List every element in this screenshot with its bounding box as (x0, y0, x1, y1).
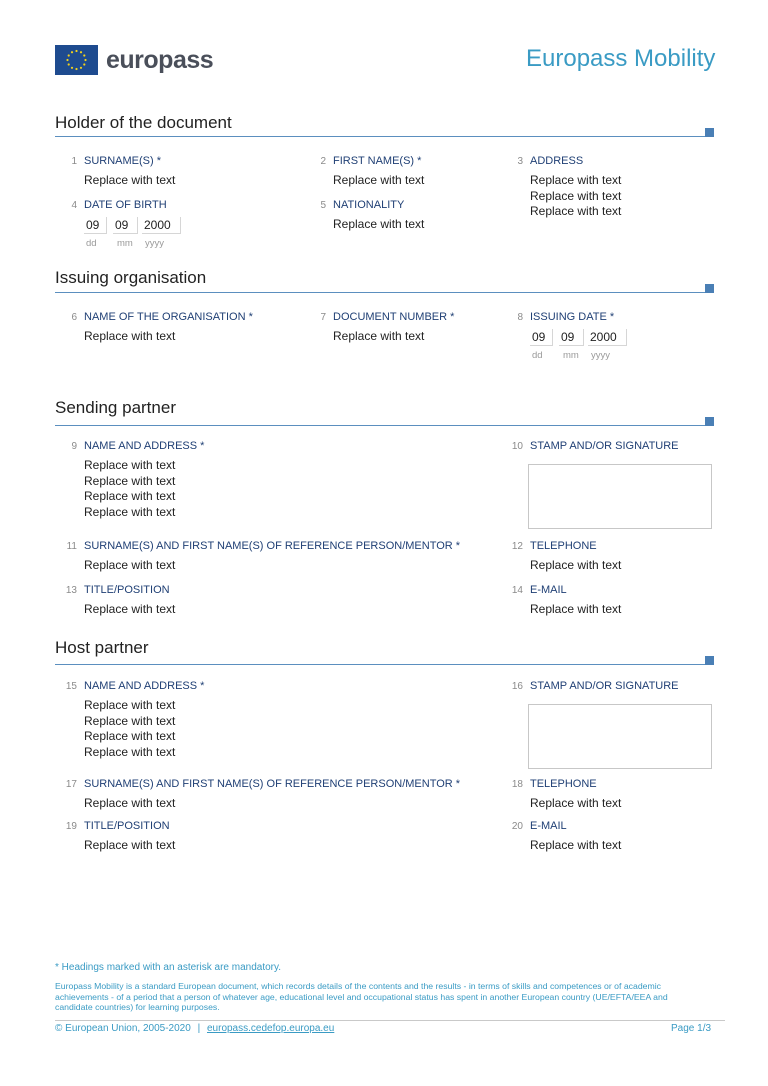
field-number: 2 (320, 156, 326, 167)
address-field[interactable] (530, 173, 621, 220)
host-email-field[interactable]: Replace with text (530, 838, 622, 852)
footer-divider (55, 1020, 725, 1021)
europass-link[interactable]: europass.cedefop.europa.eu (206, 1023, 335, 1034)
address-line: Replace with text (84, 713, 176, 728)
host-stamp-label: STAMP AND/OR SIGNATURE (530, 680, 679, 692)
address-line: Replace with text (84, 489, 176, 503)
field-number: 16 (511, 681, 523, 692)
issuing-day-input[interactable]: 09 (530, 329, 553, 346)
address-line: Replace with text (84, 729, 176, 743)
field-number: 6 (71, 312, 77, 323)
field-number: 20 (511, 821, 523, 832)
section-title-sending: Sending partner (55, 398, 176, 417)
europass-logo-text: europass (106, 46, 214, 74)
sending-email-label: E-MAIL (530, 584, 567, 596)
sending-stamp-label: STAMP AND/OR SIGNATURE (530, 440, 679, 452)
page-number: Page 1/3 (671, 1023, 712, 1034)
host-reference-field[interactable]: Replace with text (84, 796, 176, 810)
sending-telephone-field[interactable]: Replace with text (530, 558, 622, 572)
nationality-field[interactable]: Replace with text (333, 217, 425, 231)
section-marker (705, 417, 714, 426)
dob-year-input[interactable]: 2000 (142, 217, 181, 234)
issuing-date-field (530, 329, 630, 347)
mandatory-note: * Headings marked with an asterisk are mandatory. (55, 962, 282, 973)
address-label: ADDRESS (530, 155, 584, 167)
host-telephone-field[interactable]: Replace with text (530, 796, 622, 810)
host-title-position-label: TITLE/POSITION (84, 820, 170, 832)
field-number: 1 (71, 156, 77, 167)
field-number: 13 (65, 585, 77, 596)
host-title-position-field[interactable]: Replace with text (84, 838, 176, 852)
sending-email-field[interactable]: Replace with text (530, 602, 622, 616)
field-number: 8 (517, 312, 523, 323)
organisation-name-field[interactable]: Replace with text (84, 329, 176, 343)
host-email-label: E-MAIL (530, 820, 567, 832)
address-line: Replace with text (84, 473, 176, 488)
address-line: Replace with text (530, 173, 622, 187)
date-of-birth-field (84, 217, 184, 235)
issuing-month-hint: mm (563, 350, 579, 361)
section-divider (55, 136, 709, 137)
field-number: 9 (71, 441, 77, 452)
section-title-issuing: Issuing organisation (55, 268, 207, 287)
dob-day-hint: dd (86, 238, 97, 249)
footer-left (55, 1023, 334, 1034)
issuing-year-input[interactable]: 2000 (588, 329, 627, 346)
section-marker (705, 284, 714, 293)
surname-field[interactable]: Replace with text (84, 173, 176, 187)
sending-stamp-box[interactable] (528, 464, 712, 529)
field-number: 4 (71, 200, 77, 211)
dob-day-input[interactable]: 09 (84, 217, 107, 234)
field-number: 10 (511, 441, 523, 452)
field-number: 12 (511, 541, 523, 552)
address-line: Replace with text (84, 744, 176, 759)
address-line: Replace with text (84, 698, 176, 712)
document-number-label: DOCUMENT NUMBER * (333, 311, 455, 323)
section-marker (705, 128, 714, 137)
section-marker (705, 656, 714, 665)
footer-separator: | (197, 1023, 201, 1034)
dob-year-hint: yyyy (145, 238, 164, 249)
sending-title-position-field[interactable]: Replace with text (84, 602, 176, 616)
section-divider (55, 664, 709, 665)
surname-label: SURNAME(S) * (84, 155, 162, 167)
section-title-host: Host partner (55, 638, 149, 657)
field-number: 11 (66, 541, 77, 552)
dob-month-hint: mm (117, 238, 133, 249)
sending-telephone-label: TELEPHONE (530, 540, 597, 552)
sending-name-address-label: NAME AND ADDRESS * (84, 440, 205, 452)
date-of-birth-label: DATE OF BIRTH (84, 199, 167, 211)
field-number: 5 (320, 200, 326, 211)
nationality-label: NATIONALITY (333, 199, 405, 211)
issuing-month-input[interactable]: 09 (559, 329, 584, 346)
eu-stars (66, 50, 86, 70)
dob-month-input[interactable]: 09 (113, 217, 138, 234)
eu-flag-icon (55, 45, 98, 75)
host-telephone-label: TELEPHONE (530, 778, 597, 790)
address-line: Replace with text (530, 204, 622, 218)
document-description: Europass Mobility is a standard European document, which records details of the contents and the results - in terms of skills and competences or of academic achievements - of a period that a person of whatever age, educational level and occupational status has spent in another European country (UE/EFTA/EEA and candidate countries) for learning purposes. (55, 981, 668, 1012)
first-name-field[interactable]: Replace with text (333, 173, 425, 187)
first-name-label: FIRST NAME(S) * (333, 155, 422, 167)
sending-reference-field[interactable]: Replace with text (84, 558, 176, 572)
field-number: 19 (65, 821, 77, 832)
copyright-text: © European Union, 2005-2020 (55, 1023, 191, 1034)
issuing-year-hint: yyyy (591, 350, 610, 361)
issuing-day-hint: dd (532, 350, 543, 361)
section-divider (55, 425, 709, 426)
host-reference-label: SURNAME(S) AND FIRST NAME(S) OF REFERENCE PERSON/MENTOR * (84, 778, 461, 790)
field-number: 17 (65, 779, 77, 790)
sending-title-position-label: TITLE/POSITION (84, 584, 170, 596)
host-name-address-label: NAME AND ADDRESS * (84, 680, 205, 692)
host-stamp-box[interactable] (528, 704, 712, 769)
host-name-address-field[interactable] (84, 698, 175, 760)
field-number: 3 (517, 156, 523, 167)
document-title: Europass Mobility (526, 45, 716, 72)
address-line: Replace with text (530, 188, 622, 203)
section-divider (55, 292, 709, 293)
address-line: Replace with text (84, 458, 176, 472)
address-line: Replace with text (84, 504, 176, 519)
organisation-name-label: NAME OF THE ORGANISATION * (84, 311, 253, 323)
field-number: 14 (511, 585, 523, 596)
field-number: 7 (320, 312, 326, 323)
sending-name-address-field[interactable] (84, 458, 175, 520)
section-title-holder: Holder of the document (55, 113, 232, 132)
field-number: 18 (511, 779, 523, 790)
sending-reference-label: SURNAME(S) AND FIRST NAME(S) OF REFERENCE PERSON/MENTOR * (84, 540, 461, 552)
document-number-field[interactable]: Replace with text (333, 329, 425, 343)
issuing-date-label: ISSUING DATE * (530, 311, 615, 323)
field-number: 15 (65, 681, 77, 692)
